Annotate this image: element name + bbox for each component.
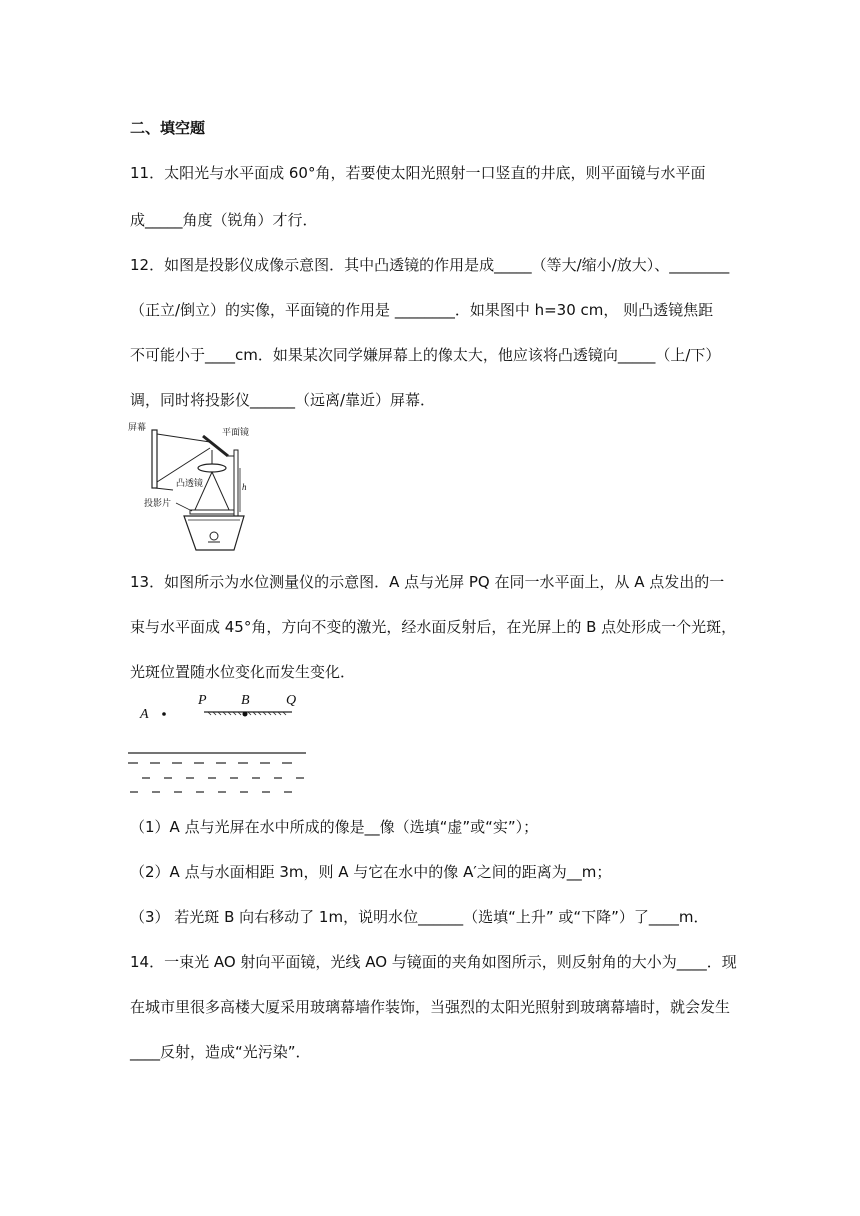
water-level-figure	[128, 688, 318, 800]
label-P: P	[198, 693, 207, 708]
q14-line-1: 14．一束光 AO 射向平面镜，光线 AO 与镜面的夹角如图所示，则反射角的大小为____．现	[130, 953, 737, 971]
label-Q: Q	[286, 693, 297, 708]
q13-line-2: 束与水平面成 45°角，方向不变的激光，经水面反射后，在光屏上的 B 点处形成一个光斑，	[130, 618, 737, 636]
label-A: A	[140, 707, 149, 722]
slide-label: 投影片	[144, 499, 172, 509]
q13-line-3: 光斑位置随水位变化而发生变化．	[130, 663, 356, 681]
light-spot-B	[243, 712, 248, 717]
q13-line-1: 13．如图所示为水位测量仪的示意图．A 点与光屏 PQ 在同一水平面上，从 A 点发出的一	[130, 573, 725, 591]
section-title: 二、填空题	[130, 119, 206, 137]
screen-label: 屏幕	[128, 423, 147, 433]
mirror-label: 平面镜	[222, 428, 250, 438]
h-label: h	[242, 482, 247, 492]
q12-line-1: 12．如图是投影仪成像示意图．其中凸透镜的作用是成_____（等大/缩小/放大）、________	[130, 256, 730, 274]
q13-sub-1: （1）A 点与光屏在水中所成的像是__像（选填“虚”或“实”）；	[130, 818, 539, 836]
lens-label: 凸透镜	[176, 479, 204, 489]
q13-sub-3: （3） 若光斑 B 向右移动了 1m，说明水位______（选填“上升” 或“下降”）了____m．	[130, 908, 709, 926]
projector-base	[184, 516, 244, 550]
point-A	[162, 712, 166, 716]
water-dashes	[128, 763, 304, 792]
projector-figure	[128, 420, 268, 555]
q13-sub-2: （2）A 点与水面相距 3m，则 A 与它在水中的像 A′之间的距离为__m；	[130, 863, 612, 881]
label-B: B	[241, 693, 250, 708]
convex-lens	[198, 464, 226, 472]
screen	[152, 430, 157, 488]
q12-line-4: 调，同时将投影仪______（远离/靠近）屏幕．	[130, 391, 436, 409]
q12-line-2: （正立/倒立）的实像，平面镜的作用是 ________．如果图中 h=30 cm， 则凸透镜焦距	[130, 301, 714, 319]
q11-line-1: 11．太阳光与水平面成 60°角，若要使太阳光照射一口竖直的井底，则平面镜与水平面	[130, 164, 706, 182]
q12-line-3: 不可能小于____cm．如果某次同学嫌屏幕上的像太大，他应该将凸透镜向_____（上/下）	[130, 346, 721, 364]
q11-line-2: 成_____角度（锐角）才行．	[130, 211, 318, 229]
plane-mirror	[203, 436, 228, 456]
q14-line-2: 在城市里很多高楼大厦采用玻璃幕墙作装饰，当强烈的太阳光照射到玻璃幕墙时，就会发生	[130, 998, 731, 1016]
q14-line-3: ____反射，造成“光污染”．	[130, 1043, 311, 1061]
slide	[190, 510, 234, 514]
